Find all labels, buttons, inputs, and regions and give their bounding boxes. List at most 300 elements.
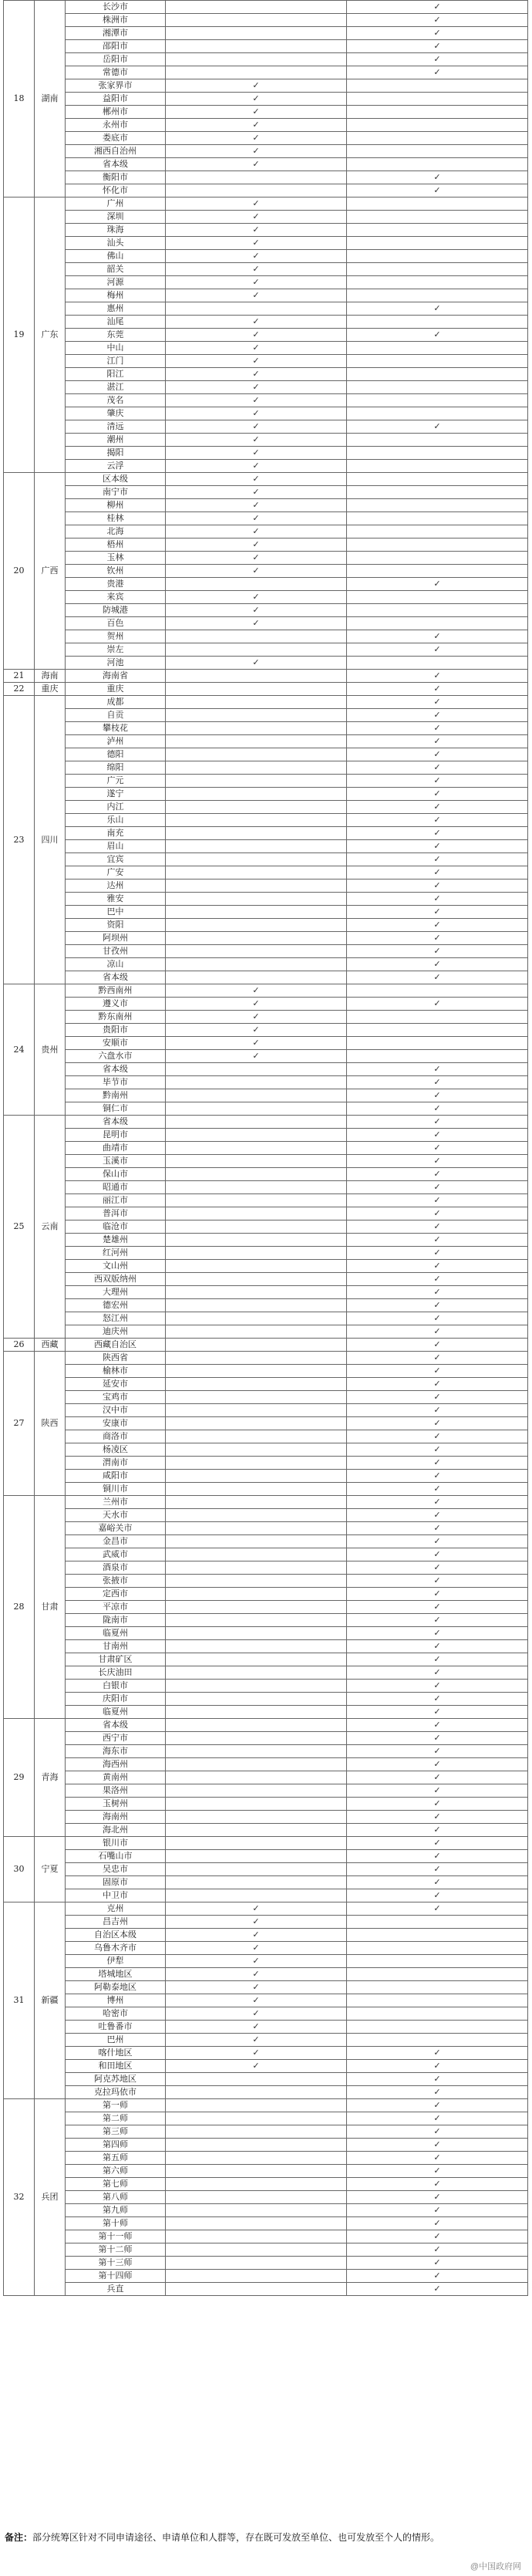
check-unit: ✓	[166, 342, 347, 355]
check-individual: ✓	[347, 1273, 528, 1286]
check-individual	[347, 224, 528, 237]
table-row	[4, 460, 528, 473]
check-unit: ✓	[166, 1994, 347, 2007]
table-row	[4, 1863, 528, 1876]
check-unit	[166, 1063, 347, 1076]
check-unit: ✓	[166, 984, 347, 998]
table-row	[4, 1181, 528, 1194]
check-unit	[166, 2270, 347, 2283]
table-row	[4, 1837, 528, 1850]
check-unit	[166, 958, 347, 971]
table-body	[4, 1, 528, 2296]
region-name: 衡阳市	[66, 171, 166, 184]
region-name: 渭南市	[66, 1457, 166, 1470]
check-unit: ✓	[166, 198, 347, 211]
region-name: 第四师	[66, 2139, 166, 2152]
check-unit	[166, 1798, 347, 1811]
region-name: 和田地区	[66, 2060, 166, 2073]
province-name: 宁夏	[35, 1837, 66, 1902]
check-unit: ✓	[166, 237, 347, 250]
row-number: 22	[4, 683, 35, 696]
table-row	[4, 1588, 528, 1601]
check-individual	[347, 447, 528, 460]
table-row	[4, 1640, 528, 1653]
check-unit	[166, 184, 347, 198]
check-individual	[347, 1916, 528, 1929]
region-name: 固原市	[66, 1876, 166, 1889]
region-name: 怒江州	[66, 1312, 166, 1325]
row-number: 18	[4, 1, 35, 198]
table-row	[4, 840, 528, 853]
check-individual: ✓	[347, 775, 528, 788]
region-name: 黔东南州	[66, 1011, 166, 1024]
check-unit	[166, 1601, 347, 1614]
check-unit	[166, 1811, 347, 1824]
table-row	[4, 1050, 528, 1063]
check-individual: ✓	[347, 2047, 528, 2060]
region-name: 天水市	[66, 1509, 166, 1522]
table-row	[4, 1260, 528, 1273]
check-individual: ✓	[347, 1142, 528, 1155]
region-name: 玉林	[66, 552, 166, 565]
region-name: 武威市	[66, 1548, 166, 1561]
check-unit	[166, 1417, 347, 1430]
region-name: 韶关	[66, 263, 166, 276]
region-name: 银川市	[66, 1837, 166, 1850]
check-individual	[347, 381, 528, 394]
table-row	[4, 145, 528, 158]
table-row	[4, 1509, 528, 1522]
check-unit: ✓	[166, 434, 347, 447]
check-individual	[347, 1011, 528, 1024]
table-row	[4, 342, 528, 355]
table-row	[4, 604, 528, 617]
check-unit: ✓	[166, 2034, 347, 2047]
check-individual	[347, 604, 528, 617]
table-row	[4, 1089, 528, 1102]
check-unit	[166, 1535, 347, 1548]
table-row	[4, 1916, 528, 1929]
table-row	[4, 2139, 528, 2152]
row-number: 29	[4, 1719, 35, 1837]
region-name: 省本级	[66, 158, 166, 171]
check-unit	[166, 2112, 347, 2125]
check-unit	[166, 1732, 347, 1745]
table-row	[4, 368, 528, 381]
region-name: 红河州	[66, 1247, 166, 1260]
region-name: 庆阳市	[66, 1693, 166, 1706]
check-unit	[166, 1260, 347, 1273]
table-row	[4, 1365, 528, 1378]
check-individual: ✓	[347, 748, 528, 761]
region-name: 湘西自治州	[66, 145, 166, 158]
region-name: 内江	[66, 801, 166, 814]
table-row	[4, 1417, 528, 1430]
region-name: 海南省	[66, 670, 166, 683]
province-name: 广东	[35, 198, 66, 473]
table-row	[4, 381, 528, 394]
check-unit	[166, 1470, 347, 1483]
table-row	[4, 1824, 528, 1837]
check-unit	[166, 2230, 347, 2243]
table-row	[4, 1942, 528, 1955]
region-name: 雅安	[66, 893, 166, 906]
check-unit	[166, 1181, 347, 1194]
check-individual: ✓	[347, 998, 528, 1011]
check-individual: ✓	[347, 1732, 528, 1745]
table-row	[4, 1024, 528, 1037]
region-name: 临夏州	[66, 1706, 166, 1719]
check-unit	[166, 1391, 347, 1404]
table-row	[4, 2060, 528, 2073]
check-unit: ✓	[166, 512, 347, 525]
row-number: 25	[4, 1116, 35, 1339]
check-individual: ✓	[347, 1745, 528, 1758]
table-row	[4, 1234, 528, 1247]
table-row	[4, 1929, 528, 1942]
table-row	[4, 93, 528, 106]
table-row	[4, 171, 528, 184]
region-name: 攀枝花	[66, 722, 166, 735]
table-row	[4, 2257, 528, 2270]
table-row	[4, 1889, 528, 1902]
table-row	[4, 1076, 528, 1089]
table-row	[4, 1457, 528, 1470]
check-individual: ✓	[347, 1824, 528, 1837]
policy-table-sheet	[3, 0, 527, 2523]
check-individual	[347, 368, 528, 381]
region-name: 乌鲁木齐市	[66, 1942, 166, 1955]
check-individual: ✓	[347, 1378, 528, 1391]
province-name: 云南	[35, 1116, 66, 1339]
check-individual: ✓	[347, 171, 528, 184]
table-row	[4, 512, 528, 525]
check-individual: ✓	[347, 1155, 528, 1168]
region-name: 巴中	[66, 906, 166, 919]
check-individual: ✓	[347, 329, 528, 342]
check-individual: ✓	[347, 1089, 528, 1102]
check-unit: ✓	[166, 289, 347, 302]
region-name: 梧州	[66, 538, 166, 552]
region-name: 清远	[66, 420, 166, 434]
region-name: 北海	[66, 525, 166, 538]
table-row	[4, 289, 528, 302]
region-name: 阿勒泰地区	[66, 1981, 166, 1994]
table-row	[4, 683, 528, 696]
region-name: 怀化市	[66, 184, 166, 198]
check-unit: ✓	[166, 2007, 347, 2021]
check-unit	[166, 866, 347, 879]
check-individual	[347, 2007, 528, 2021]
region-name: 果洛州	[66, 1784, 166, 1798]
region-name: 酒泉市	[66, 1561, 166, 1575]
check-unit	[166, 1706, 347, 1719]
check-unit	[166, 2191, 347, 2204]
check-unit: ✓	[166, 263, 347, 276]
table-row	[4, 2243, 528, 2257]
region-name: 阿坝州	[66, 932, 166, 945]
check-unit	[166, 1339, 347, 1352]
table-row	[4, 1732, 528, 1745]
check-unit	[166, 1443, 347, 1457]
table-row	[4, 1496, 528, 1509]
check-unit	[166, 735, 347, 748]
region-name: 深圳	[66, 211, 166, 224]
region-name: 张家界市	[66, 79, 166, 93]
check-individual: ✓	[347, 945, 528, 958]
region-name: 桂林	[66, 512, 166, 525]
check-individual	[347, 1968, 528, 1981]
region-name: 曲靖市	[66, 1142, 166, 1155]
check-individual: ✓	[347, 2139, 528, 2152]
table-row	[4, 788, 528, 801]
check-unit	[166, 1824, 347, 1837]
table-row	[4, 1168, 528, 1181]
check-unit	[166, 2243, 347, 2257]
table-row	[4, 552, 528, 565]
check-individual: ✓	[347, 27, 528, 40]
check-individual: ✓	[347, 1614, 528, 1627]
region-name: 柳州	[66, 499, 166, 512]
region-name: 邵阳市	[66, 40, 166, 53]
table-row	[4, 2099, 528, 2112]
source-watermark: @中国政府网	[470, 2562, 521, 2571]
region-name: 遂宁	[66, 788, 166, 801]
check-unit: ✓	[166, 211, 347, 224]
region-name: 佛山	[66, 250, 166, 263]
table-row	[4, 1981, 528, 1994]
check-unit: ✓	[166, 1916, 347, 1929]
region-name: 防城港	[66, 604, 166, 617]
table-row	[4, 1129, 528, 1142]
table-row	[4, 53, 528, 66]
region-name: 第十三师	[66, 2257, 166, 2270]
check-unit	[166, 2257, 347, 2270]
table-row	[4, 853, 528, 866]
check-individual: ✓	[347, 853, 528, 866]
region-name: 茂名	[66, 394, 166, 407]
check-individual: ✓	[347, 1220, 528, 1234]
check-individual: ✓	[347, 1575, 528, 1588]
region-name: 迪庆州	[66, 1325, 166, 1339]
table-row	[4, 1, 528, 14]
region-name: 省本级	[66, 1719, 166, 1732]
table-row	[4, 1561, 528, 1575]
check-individual	[347, 289, 528, 302]
check-unit	[166, 1496, 347, 1509]
check-unit	[166, 2086, 347, 2099]
check-individual: ✓	[347, 1, 528, 14]
check-individual	[347, 1955, 528, 1968]
table-row	[4, 1220, 528, 1234]
table-row	[4, 1286, 528, 1299]
check-unit: ✓	[166, 538, 347, 552]
check-individual: ✓	[347, 866, 528, 879]
region-name: 河源	[66, 276, 166, 289]
check-individual: ✓	[347, 1181, 528, 1194]
row-number: 31	[4, 1902, 35, 2099]
check-individual: ✓	[347, 893, 528, 906]
region-name: 张掖市	[66, 1575, 166, 1588]
region-name: 广元	[66, 775, 166, 788]
check-individual: ✓	[347, 1653, 528, 1666]
check-unit: ✓	[166, 2060, 347, 2073]
check-unit: ✓	[166, 79, 347, 93]
region-name: 崇左	[66, 643, 166, 657]
province-name: 贵州	[35, 984, 66, 1116]
check-individual	[347, 1994, 528, 2007]
table-row	[4, 1758, 528, 1771]
check-unit: ✓	[166, 224, 347, 237]
table-row	[4, 1666, 528, 1680]
check-unit	[166, 66, 347, 79]
region-name: 岳阳市	[66, 53, 166, 66]
check-individual: ✓	[347, 696, 528, 709]
check-individual	[347, 355, 528, 368]
region-name: 海北州	[66, 1824, 166, 1837]
table-row	[4, 722, 528, 735]
check-unit: ✓	[166, 460, 347, 473]
check-individual: ✓	[347, 1693, 528, 1706]
table-row	[4, 473, 528, 486]
region-name: 博州	[66, 1994, 166, 2007]
region-name: 南宁市	[66, 486, 166, 499]
row-number: 21	[4, 670, 35, 683]
region-name: 商洛市	[66, 1430, 166, 1443]
check-unit: ✓	[166, 145, 347, 158]
region-name: 文山州	[66, 1260, 166, 1273]
check-unit: ✓	[166, 407, 347, 420]
province-name: 陕西	[35, 1352, 66, 1496]
check-individual: ✓	[347, 1194, 528, 1207]
check-unit	[166, 1247, 347, 1260]
check-unit	[166, 1116, 347, 1129]
check-individual: ✓	[347, 1850, 528, 1863]
table-row	[4, 79, 528, 93]
check-unit	[166, 1299, 347, 1312]
table-row	[4, 224, 528, 237]
table-row	[4, 302, 528, 316]
check-unit	[166, 2283, 347, 2296]
check-individual: ✓	[347, 1601, 528, 1614]
table-row	[4, 2047, 528, 2060]
check-unit	[166, 1575, 347, 1588]
check-unit	[166, 1548, 347, 1561]
region-name: 昆明市	[66, 1129, 166, 1142]
check-individual	[347, 250, 528, 263]
check-unit	[166, 40, 347, 53]
check-unit	[166, 14, 347, 27]
table-row	[4, 1325, 528, 1339]
table-row	[4, 1011, 528, 1024]
check-individual	[347, 145, 528, 158]
province-name: 兵团	[35, 2099, 66, 2296]
table-row	[4, 893, 528, 906]
region-name: 安顺市	[66, 1037, 166, 1050]
province-name: 四川	[35, 696, 66, 984]
check-individual: ✓	[347, 906, 528, 919]
region-name: 咸阳市	[66, 1470, 166, 1483]
check-individual	[347, 473, 528, 486]
check-unit	[166, 578, 347, 591]
table-row	[4, 2270, 528, 2283]
table-row	[4, 1614, 528, 1627]
table-row	[4, 670, 528, 683]
region-name: 陇南市	[66, 1614, 166, 1627]
check-unit: ✓	[166, 1050, 347, 1063]
table-row	[4, 2230, 528, 2243]
region-name: 第十一师	[66, 2230, 166, 2243]
check-individual: ✓	[347, 1548, 528, 1561]
check-unit	[166, 1876, 347, 1889]
check-individual	[347, 237, 528, 250]
region-name: 玉树州	[66, 1798, 166, 1811]
check-unit	[166, 1286, 347, 1299]
check-individual	[347, 591, 528, 604]
check-unit	[166, 2165, 347, 2178]
province-name: 重庆	[35, 683, 66, 696]
check-individual: ✓	[347, 788, 528, 801]
region-name: 西藏自治区	[66, 1339, 166, 1352]
region-name: 江门	[66, 355, 166, 368]
region-name: 普洱市	[66, 1207, 166, 1220]
table-row	[4, 1470, 528, 1483]
table-row	[4, 2204, 528, 2217]
region-name: 海西州	[66, 1758, 166, 1771]
table-row	[4, 1037, 528, 1050]
check-unit: ✓	[166, 473, 347, 486]
row-number: 27	[4, 1352, 35, 1496]
region-name: 玉溪市	[66, 1155, 166, 1168]
check-individual	[347, 2021, 528, 2034]
table-row	[4, 2191, 528, 2204]
check-unit: ✓	[166, 119, 347, 132]
check-unit	[166, 53, 347, 66]
region-name: 吐鲁番市	[66, 2021, 166, 2034]
table-row	[4, 1102, 528, 1116]
check-unit: ✓	[166, 276, 347, 289]
check-unit	[166, 2152, 347, 2165]
check-individual	[347, 1037, 528, 1050]
table-row	[4, 578, 528, 591]
table-row	[4, 761, 528, 775]
check-unit	[166, 1850, 347, 1863]
check-unit	[166, 2217, 347, 2230]
check-unit: ✓	[166, 1929, 347, 1942]
table-row	[4, 617, 528, 630]
table-row	[4, 1994, 528, 2007]
check-individual: ✓	[347, 1561, 528, 1575]
table-row	[4, 1155, 528, 1168]
check-unit	[166, 919, 347, 932]
table-row	[4, 211, 528, 224]
check-individual: ✓	[347, 1627, 528, 1640]
table-row	[4, 1378, 528, 1391]
region-name: 第十二师	[66, 2243, 166, 2257]
table-row	[4, 696, 528, 709]
check-unit	[166, 1220, 347, 1234]
check-individual: ✓	[347, 578, 528, 591]
check-individual: ✓	[347, 1784, 528, 1798]
check-unit	[166, 1771, 347, 1784]
region-name: 惠州	[66, 302, 166, 316]
check-unit	[166, 1588, 347, 1601]
table-row	[4, 1680, 528, 1693]
table-row	[4, 1784, 528, 1798]
note-label: 备注：	[5, 2532, 33, 2543]
table-row	[4, 1339, 528, 1352]
check-unit	[166, 788, 347, 801]
